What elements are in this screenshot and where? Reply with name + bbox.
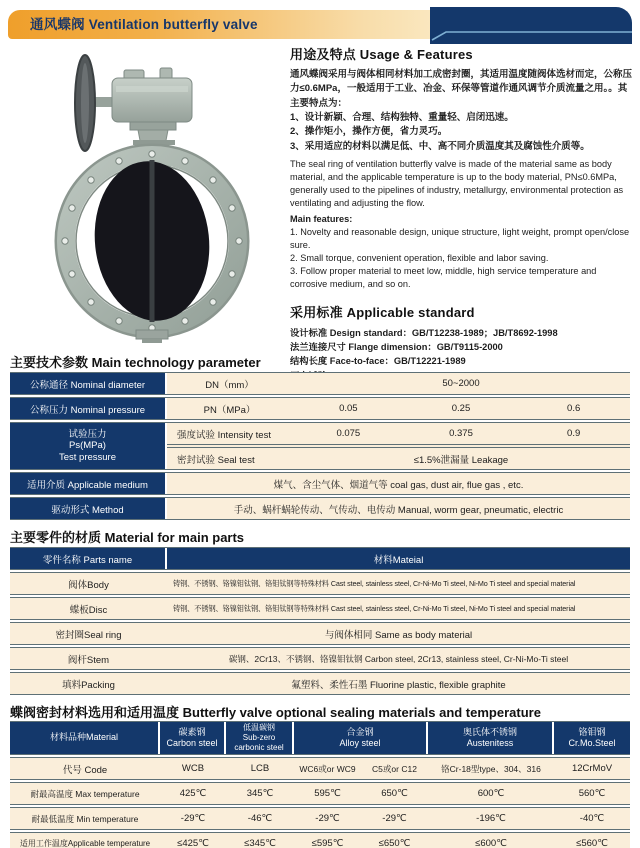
sealing-value: 560℃: [578, 788, 606, 799]
sealing-value: 345℃: [246, 788, 274, 799]
parts-row-stem: [10, 647, 630, 670]
parts-col-name: 零件名称 Parts name: [10, 548, 167, 569]
tech-row-nominal-diameter: [10, 372, 630, 395]
sealing-value: C5或or C12: [372, 763, 417, 774]
parts-row-disc: [10, 597, 630, 620]
bottom-boss: [136, 330, 168, 343]
parts-header-row: [10, 547, 630, 570]
sealing-row-label: 耐最低温度 Min temperature: [31, 813, 139, 824]
sealing-row-label: 代号 Code: [62, 764, 108, 776]
sealing-row-label: 适用工作温度Applicable temperature: [19, 839, 151, 848]
tech-label-medium: 适用介质 Applicable medium: [10, 473, 167, 494]
sealing-value: -46℃: [247, 813, 273, 824]
page-title: 通风蝶阀 Ventilation butterfly valve: [30, 17, 258, 32]
parts-heading: 主要零件的材质 Material for main parts: [10, 530, 245, 545]
tech-value-intensity: 0.375: [449, 428, 473, 439]
usage-zh-item: 3、采用适应的材料以满足低、中、高不同介质温度其及腐蚀性介质等。: [290, 141, 590, 153]
tech-row-method: [10, 497, 630, 520]
usage-zh-item: 2、操作矩小，操作方便，省力灵巧。: [290, 126, 448, 138]
sealing-value: -29℃: [382, 813, 407, 824]
tech-label-method: 驱动形式 Method: [10, 498, 167, 519]
parts-name: 密封圈Seal ring: [55, 629, 122, 641]
usage-en-intro: The seal ring of ventilation butterfly valve is made of the material same as body material, and the applicable temperature is up to the body material, PN≤0.6MPa, generally used to the pipelines of industry, metallurgy, environmental protection as ventilating and adjusting the flow.: [290, 158, 624, 209]
tech-sub-seal: 密封试验 Seal test: [177, 454, 255, 466]
parts-material: 铸钢、不锈钢、铬镍钼钛钢、铬钼钛钢等特殊材料 Cast steel, stainless steel, Cr-Ni-Mo Ti steel, Ni-Mo Ti steel and special material: [173, 578, 576, 588]
sealing-col-material: 材料品种Material: [10, 722, 160, 754]
right-column: [290, 44, 634, 383]
sealing-value: 600℃: [477, 788, 505, 799]
sealing-value: -29℃: [315, 813, 340, 824]
tech-value-intensity: 0.9: [567, 428, 581, 439]
sealing-header-row: [10, 721, 630, 755]
sealing-value: WCB: [181, 763, 205, 774]
sealing-value: 595℃: [314, 788, 341, 799]
tech-subrow-seal: [167, 447, 630, 469]
usage-en-item: 3. Follow proper material to meet low, middle, high service temperature and corrosive medium, and so on.: [290, 266, 597, 290]
sealing-value: ≤560℃: [576, 838, 608, 848]
tech-label-nominal-diameter: 公称通径 Nominal diameter: [10, 373, 167, 394]
parts-material: 与阀体相同 Same as body material: [324, 629, 473, 641]
sealing-value: ≤425℃: [177, 838, 209, 848]
parts-material: 氟塑料、柔性石墨 Fluorine plastic, flexible graphite: [291, 679, 506, 691]
sealing-value: ≤595℃: [311, 838, 344, 848]
tech-table: [10, 372, 630, 522]
sealing-col-subzero: 低温碳钢 Sub-zero carbonic steel: [226, 722, 294, 754]
tech-value-intensity: 0.075: [336, 428, 361, 439]
standard-line: 法兰连接尺寸 Flange dimension：GB/T9115-2000: [290, 341, 503, 352]
usage-zh-intro: 通风蝶阀采用与阀体相同材料加工成密封圈，其适用温度随阀体选材而定，公称压力≤0.6MPa，一般适用于工业、冶金、环保等管道作通风调节介质流量之用。。其主要特点为：: [290, 69, 633, 109]
usage-en-item: 1. Novelty and reasonable design, unique structure, light weight, prompt open/close sure.: [290, 227, 630, 251]
tech-value-seal-leakage: ≤1.5%泄漏量 Leakage: [413, 454, 509, 466]
sealing-row-min-temp: [10, 807, 630, 830]
standard-section: [290, 302, 634, 384]
standard-line: 设计标准 Design standard：GB/T12238-1989；JB/T8692-1998: [290, 327, 558, 338]
parts-name: 蝶板Disc: [69, 604, 108, 616]
sealing-value: 425℃: [179, 788, 207, 799]
sealing-value: -40℃: [579, 813, 605, 824]
usage-zh-item: 1、设计新颖、合理、结构独特、重量轻、启闭迅速。: [290, 111, 514, 123]
tech-subrow-intensity: [167, 423, 630, 445]
parts-row-sealring: [10, 622, 630, 645]
tech-row-medium: [10, 472, 630, 495]
tech-value-method: 手动、蜗杆蜗轮传动、气传动、电传动 Manual, worm gear, pneumatic, electric: [233, 504, 564, 516]
parts-col-material: 材料Mateial: [167, 548, 630, 569]
sealing-value: 650℃: [381, 788, 408, 799]
valve-stem: [150, 160, 155, 322]
tech-sub-pn: PN（MPa）: [203, 404, 256, 416]
sealing-value: ≤600℃: [475, 838, 507, 848]
tech-sub-intensity: 强度试验 Intensity test: [177, 429, 271, 441]
parts-material: 铸钢、不锈钢、铬镍钼钛钢、铬钼钛钢等特殊材料 Cast steel, stainless steel, Cr-Ni-Mo Ti steel, Ni-Mo Ti steel and special material: [173, 603, 576, 613]
tech-label-nominal-pressure: 公称压力 Nominal pressure: [10, 398, 167, 419]
tech-test-pressure-subrows: [167, 423, 630, 469]
sealing-value: WC6或or WC9: [299, 763, 356, 774]
tech-sub-dn: DN（mm）: [205, 379, 254, 391]
sealing-col-crmo: 铬钼钢 Cr.Mo.Steel: [554, 722, 630, 754]
sealing-table: [10, 721, 630, 848]
sealing-row-applicable-temp: [10, 832, 630, 848]
parts-name: 阀体Body: [68, 579, 109, 591]
standard-heading: 采用标准 Applicable standard: [290, 304, 475, 320]
tech-value-pn: 0.05: [339, 403, 358, 414]
header-accent-line: [430, 7, 632, 44]
sealing-value: -196℃: [476, 813, 506, 824]
usage-en-features-label: Main features:: [290, 214, 353, 225]
page-header: [8, 4, 632, 44]
parts-material: 碳钢、2Cr13、不锈钢、铬镍钼钛钢 Carbon steel, 2Cr13, stainless steel, Cr-Ni-Mo-Ti steel: [228, 653, 569, 664]
header-blue-block: [430, 7, 632, 44]
tech-row-test-pressure: [10, 422, 630, 470]
tech-value-dn-range: 50~2000: [442, 378, 480, 389]
tech-row-nominal-pressure: [10, 397, 630, 420]
sealing-row-code: [10, 757, 630, 780]
parts-name: 阀杆Stem: [67, 654, 110, 666]
parts-row-packing: [10, 672, 630, 695]
parts-row-body: [10, 572, 630, 595]
sealing-value: 12CrMoV: [571, 763, 613, 774]
tech-heading: 主要技术参数 Main technology parameter: [10, 355, 261, 370]
sealing-col-alloy: 合金钢 Alloy steel: [294, 722, 428, 754]
sealing-row-label: 耐最高温度 Max temperature: [30, 788, 140, 799]
sealing-value: ≤650℃: [378, 838, 411, 848]
sealing-col-austenite: 奥氏体不锈钢 Austenitess: [428, 722, 554, 754]
tech-value-pn: 0.25: [451, 403, 471, 414]
sealing-heading: 蝶阀密封材料选用和适用温度 Butterfly valve optional sealing materials and temperature: [10, 705, 541, 720]
tech-value-pn: 0.6: [567, 403, 581, 414]
sealing-row-max-temp: [10, 782, 630, 805]
sealing-value: 铬Cr-18型type、304、316: [441, 763, 541, 774]
tech-label-test-pressure: 试验压力 Ps(MPa) Test pressure: [10, 423, 167, 469]
sealing-value: ≤345℃: [244, 838, 276, 848]
standard-line: 结构长度 Face-to-face：GB/T12221-1989: [290, 356, 466, 367]
sealing-value: -29℃: [180, 813, 206, 824]
usage-en-item: 2. Small torque, convenient operation, flexible and labor saving.: [290, 253, 549, 264]
butterfly-valve-photo: [12, 48, 277, 343]
parts-name: 填料Packing: [62, 679, 115, 691]
tech-value-medium: 煤气、含尘气体、烟道气等 coal gas, dust air, flue gas , etc.: [273, 479, 524, 491]
sealing-value: LCB: [250, 763, 270, 774]
parts-table: [10, 547, 630, 697]
sealing-col-carbon: 碳素钢 Carbon steel: [160, 722, 226, 754]
usage-heading: 用途及特点 Usage & Features: [290, 47, 473, 62]
